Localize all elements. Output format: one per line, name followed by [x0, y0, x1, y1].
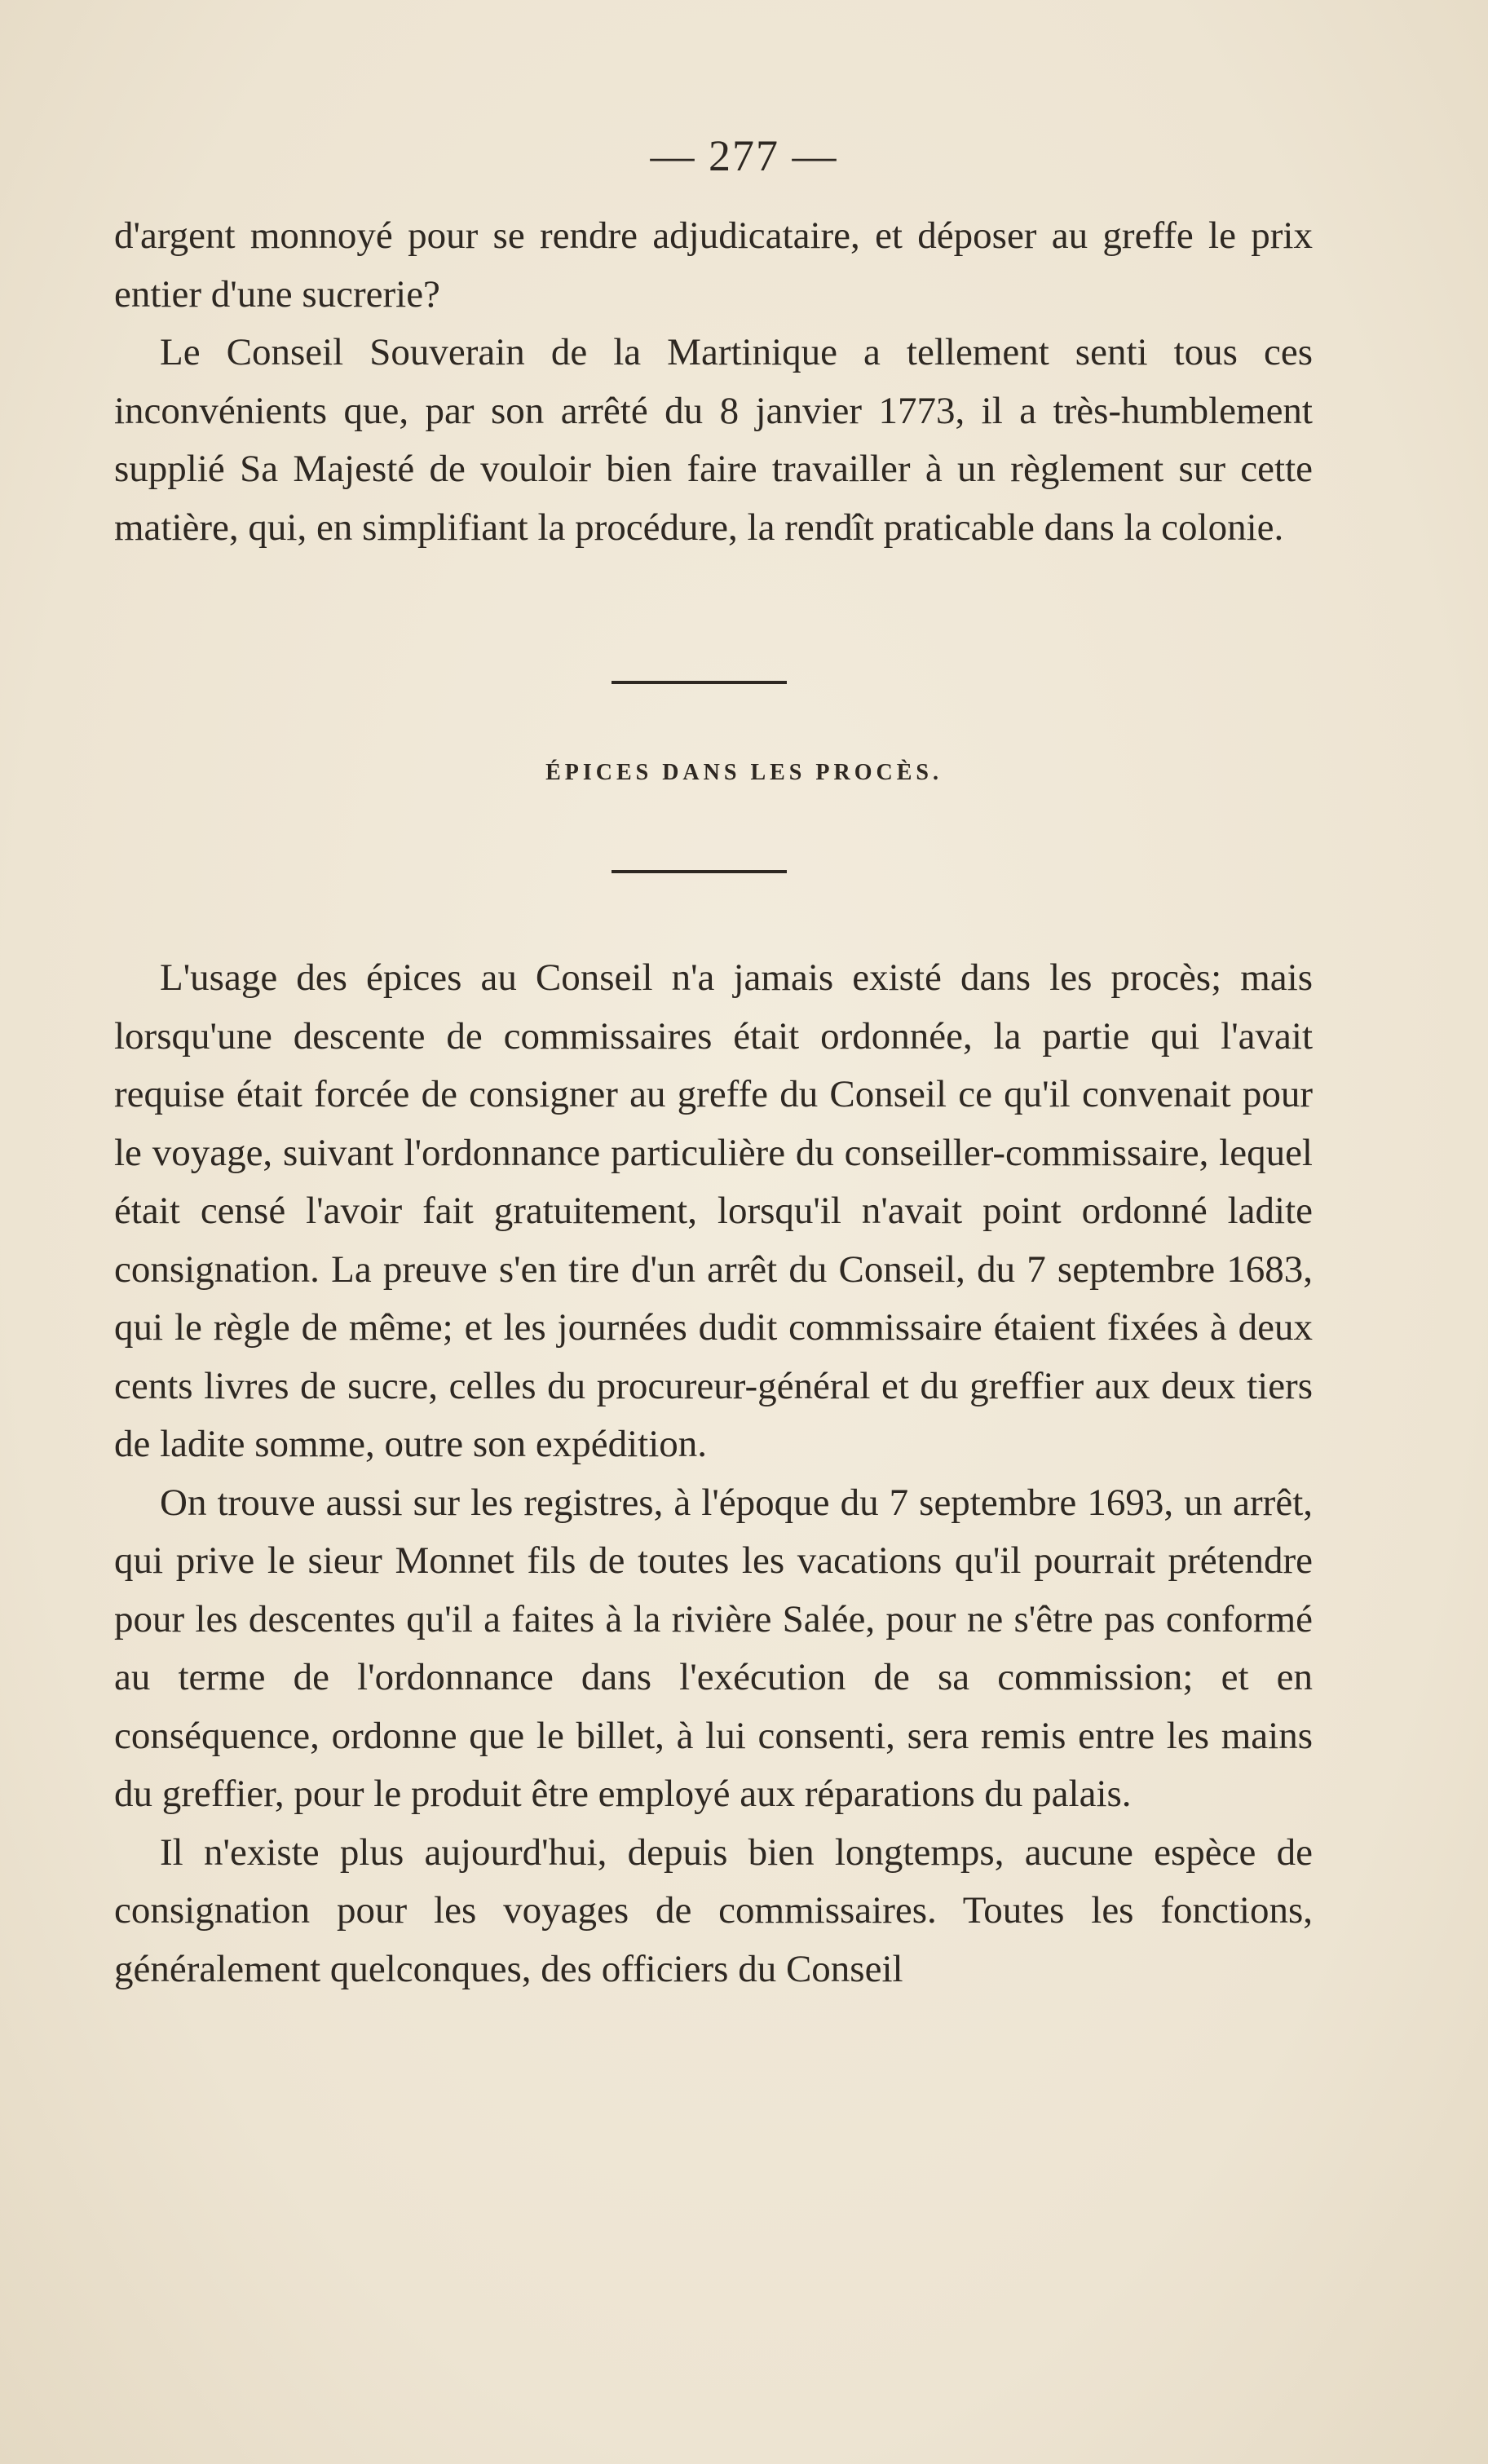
paragraph-registres: On trouve aussi sur les registres, à l'époque du 7 septembre 1693, un arrêt, qui prive le sieur Monnet fils de toutes les vacations qu'il pourrait prétendre pour les descentes qu'il a faites à la rivière Salée, pour ne s'être pas conformé au terme de l'ordonnance dans l'exécution de sa commission; et en conséquence, ordonne que le billet, à lui consenti, sera remis entre les mains du greffier, pour le produit être employé aux réparations du palais. [114, 1481, 1313, 1815]
opening-text [114, 207, 1313, 557]
paragraph-usage-epices: L'usage des épices au Conseil n'a jamais existé dans les procès; mais lorsqu'une descente de commissaires était ordonnée, la partie qui l'avait requise était forcée de consigner au greffe du Conseil ce qu'il convenait pour le voyage, suivant l'ordonnance particulière du conseiller-commissaire, lequel était censé l'avoir fait gratuitement, lorsqu'il n'avait point ordonné ladite consignation. La preuve s'en tire d'un arrêt du Conseil, du 7 septembre 1683, qui le règle de même; et les journées dudit commissaire étaient fixées à deux cents livres de sucre, celles du procureur-général et du greffier aux deux tiers de ladite somme, outre son expédition. [114, 956, 1313, 1465]
section-rule-bottom [612, 870, 787, 873]
section-heading: ÉPICES DANS LES PROCÈS. [545, 760, 943, 785]
section-rule-top [612, 681, 787, 684]
paragraph-continuation: d'argent monnoyé pour se rendre adjudicataire, et déposer au greffe le prix entier d'une sucrerie? [114, 214, 1313, 316]
paragraph-conseil-souverain: Le Conseil Souverain de la Martinique a tellement senti tous ces inconvénients que, par son arrêté du 8 janvier 1773, il a très-humblement supplié Sa Majesté de vouloir bien faire travailler à un règlement sur cette matière, qui, en simplifiant la procédure, la rendît praticable dans la colonie. [114, 331, 1313, 549]
section-text [114, 949, 1313, 1998]
paragraph-consignation: Il n'existe plus aujourd'hui, depuis bien longtemps, aucune espèce de consignation pour les voyages de commissaires. Toutes les fonctions, généralement quelconques, des officiers du Conseil [114, 1830, 1313, 1990]
page-number: — 277 — [650, 131, 838, 180]
